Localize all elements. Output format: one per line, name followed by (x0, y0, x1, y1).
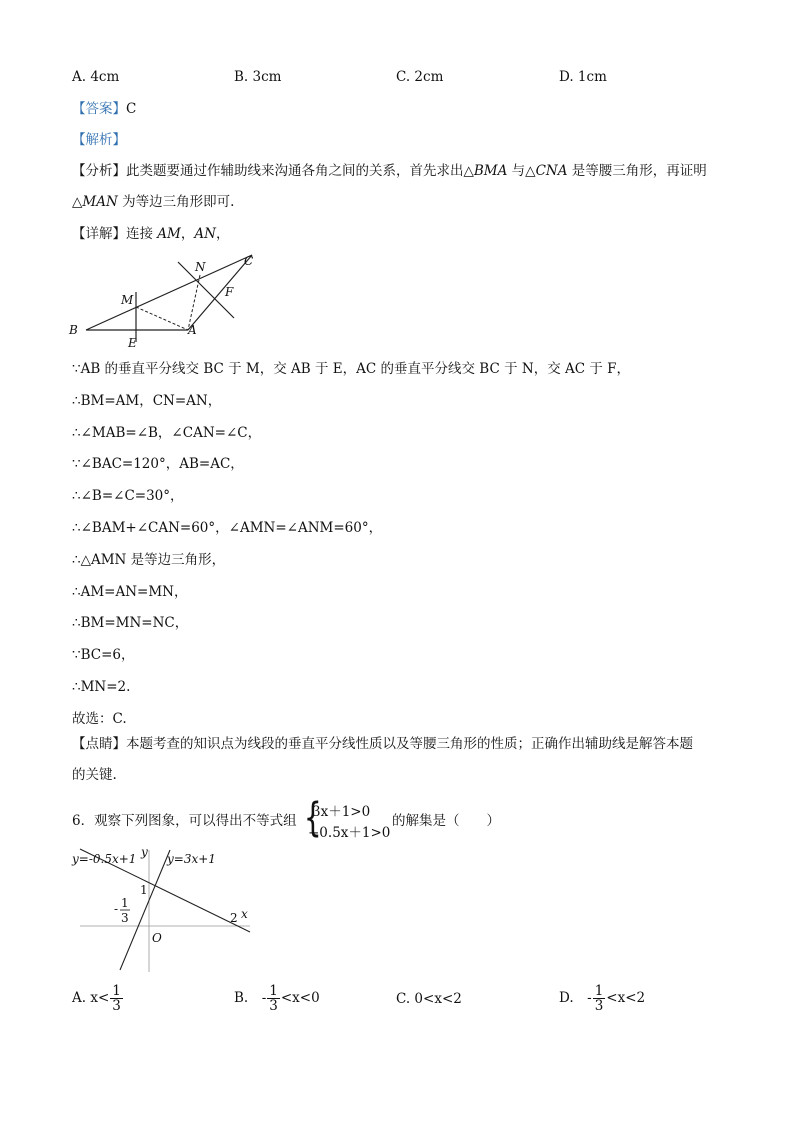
root-denominator: 3 (121, 911, 129, 925)
detail-text: ， (180, 226, 195, 242)
proof-step: 故选：C. (72, 711, 127, 727)
detail-line (72, 225, 229, 243)
proof-step: ∴MN=2. (72, 679, 131, 695)
proof-step: ∴∠BAM+∠CAN=60°，∠AMN=∠ANM=60°， (72, 520, 383, 536)
fenxi-text: 与△ (507, 163, 536, 179)
brace-icon: { (303, 795, 322, 841)
proof-step: ∵BC=6， (72, 647, 135, 663)
analysis-tag: 【解析】 (72, 132, 126, 148)
label-line-2: y=3x+1 (167, 852, 216, 866)
fenxi-line-1 (72, 162, 707, 180)
linear-graph-figure (70, 846, 270, 976)
answer-tag: 【答案】 (72, 101, 126, 117)
answer-line (72, 100, 136, 118)
fraction (593, 984, 606, 1013)
fenxi-text: 此类题要通过作辅助线来沟通各角之间的关系，首先求出△ (126, 163, 474, 179)
fenxi-tag: 【分析】 (72, 163, 126, 179)
x-intercept-label: 2 (230, 911, 238, 925)
q6-option-c: C. 0<x<2 (396, 991, 462, 1007)
q5-option-d: D. 1cm (559, 69, 607, 85)
q6-stem: 6．观察下列图象，可以得出不等式组 (72, 813, 297, 829)
proof-step: ∵∠BAC=120°，AB=AC， (72, 456, 244, 472)
numerator: 1 (269, 983, 278, 999)
segment-am-dashed (136, 307, 188, 330)
q5-option-a: A. 4cm (72, 69, 120, 85)
root-numerator: 1 (121, 896, 129, 910)
proof-step: ∴∠B=∠C=30°， (72, 488, 184, 504)
q6-option-a (72, 984, 124, 1013)
detail-tag: 【详解】 (72, 226, 126, 242)
fenxi-line-2 (72, 193, 234, 211)
label-line-1: y=-0.5x+1 (72, 852, 137, 866)
q6-option-d (559, 984, 645, 1013)
inequality-2: −0.5x＋1>0 (308, 825, 391, 841)
proof-step: ∵AB 的垂直平分线交 BC 于 M，交 AB 于 E，AC 的垂直平分线交 BC 于 N，交 AC 于 F， (72, 361, 631, 377)
fraction (267, 984, 280, 1013)
fenxi-text: 是等腰三角形，再证明 (567, 163, 707, 179)
proof-step: ∴AM=AN=MN， (72, 584, 188, 600)
option-text: B. - (234, 990, 267, 1006)
detail-var: AM (157, 226, 181, 242)
label-f: F (225, 285, 234, 299)
fenxi-var: CNA (535, 163, 568, 179)
option-text: D. - (559, 990, 592, 1006)
q6-option-b (234, 984, 320, 1013)
y-axis-label: y (141, 846, 148, 859)
label-b: B (69, 323, 78, 337)
label-n: N (195, 260, 206, 274)
denominator: 3 (594, 998, 604, 1014)
proof-step: ∴△AMN 是等边三角形， (72, 552, 226, 568)
numerator: 1 (112, 983, 121, 999)
q6-stem-end: 的解集是（ ） (392, 813, 500, 829)
label-e: E (128, 336, 137, 350)
fenxi-var: BMA (473, 163, 508, 179)
label-a: A (188, 323, 197, 337)
fenxi-var: MAN (82, 194, 118, 210)
dianjing-tag: 【点睛】 (72, 736, 126, 752)
y-intercept-label: 1 (140, 883, 148, 897)
option-text: A. x< (72, 990, 110, 1006)
numerator: 1 (594, 983, 604, 999)
detail-var: AN (194, 226, 216, 242)
detail-text: 连接 (126, 226, 158, 242)
q5-option-c: C. 2cm (396, 69, 444, 85)
origin-label: O (152, 931, 162, 945)
option-text: <x<2 (606, 990, 646, 1006)
proof-step: ∴∠MAB=∠B，∠CAN=∠C， (72, 425, 262, 441)
denominator: 3 (112, 998, 121, 1014)
fenxi-text: △ (72, 194, 83, 210)
geometry-figure-1 (66, 250, 266, 350)
proof-step: ∴BM=MN=NC， (72, 615, 189, 631)
inequality-1: 3x＋1>0 (312, 804, 371, 820)
option-text: <x<0 (280, 990, 320, 1006)
label-m: M (121, 293, 134, 307)
x-axis-label: x (241, 907, 248, 921)
fenxi-text: 为等边三角形即可. (117, 194, 235, 210)
detail-text: ， (215, 226, 230, 242)
q5-option-b: B. 3cm (234, 69, 282, 85)
dianjing-line-2: 的关键. (72, 767, 117, 783)
answer-value: C (126, 101, 137, 117)
fraction (110, 984, 123, 1013)
dianjing-text: 本题考查的知识点为线段的垂直平分线性质以及等腰三角形的性质；正确作出辅助线是解答本题 (126, 736, 693, 752)
proof-step: ∴BM=AM，CN=AN， (72, 393, 222, 409)
label-c: C (244, 254, 254, 268)
dianjing-line-1 (72, 735, 693, 753)
denominator: 3 (269, 998, 278, 1014)
root-sign: - (114, 902, 119, 916)
